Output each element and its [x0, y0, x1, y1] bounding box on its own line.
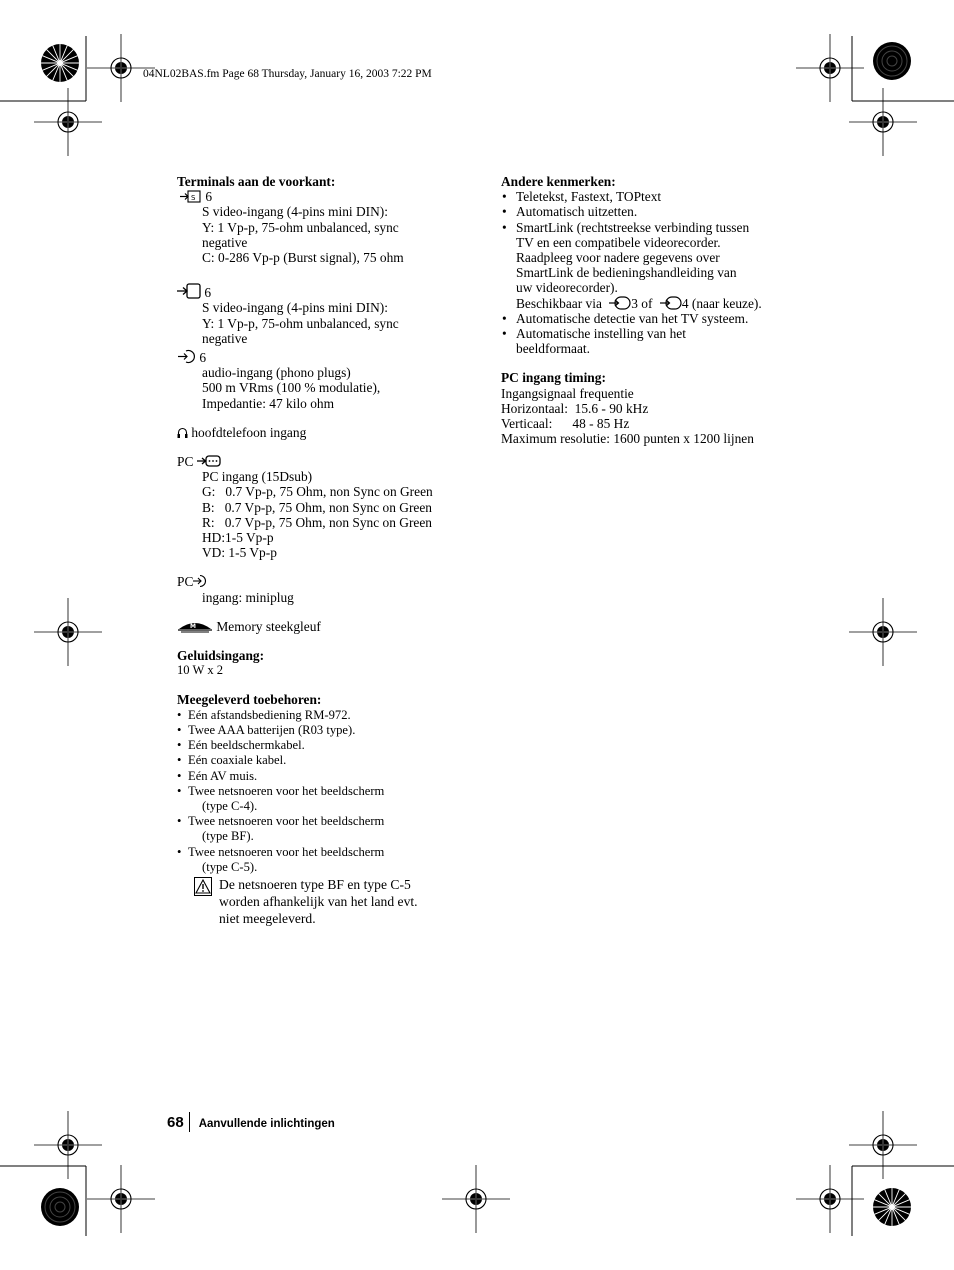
- features-list: [501, 189, 801, 356]
- list-item: • Eén coaxiale kabel.: [177, 753, 477, 768]
- list-item-continued: (type BF).: [202, 829, 254, 844]
- supplied-heading: Meegeleverd toebehoren:: [177, 692, 322, 708]
- pc-audio-input-icon: [193, 574, 209, 588]
- headphones-icon: [177, 427, 188, 439]
- memory-slot-line: M Memory steekgleuf: [177, 619, 477, 634]
- left-column: [177, 174, 477, 927]
- file-info-header: 04NL02BAS.fm Page 68 Thursday, January 16, 2003 7:22 PM: [143, 68, 432, 80]
- page-number: 68: [167, 1114, 184, 1131]
- power-cord-note: De netsnoeren type BF en type C-5 worden afhankelijk van het land evt. niet meegeleverd.: [177, 876, 477, 927]
- timing-heading: PC ingang timing:: [501, 370, 606, 386]
- list-item: • Twee netsnoeren voor het beeldscherm: [177, 784, 477, 799]
- svideo-input-6-details: S video-ingang (4-pins mini DIN): Y: 1 Vp-p, 75-ohm unbalanced, sync negative C: 0-286 Vp-p (Burst signal), 75 ohm: [202, 204, 404, 266]
- sound-heading: Geluidsingang:: [177, 648, 265, 664]
- list-item: • Teletekst, Fastext, TOPtext: [501, 189, 801, 204]
- pc-audio-heading: PC: [177, 574, 477, 589]
- terminals-heading: Terminals aan de voorkant:: [177, 174, 336, 189]
- list-item: • Automatisch uitzetten.: [501, 204, 801, 219]
- pc-input-heading: PC: [177, 454, 477, 469]
- footer-divider: [189, 1112, 190, 1132]
- av-input-3-icon: [609, 296, 631, 310]
- list-item: • Twee netsnoeren voor het beeldscherm: [177, 845, 477, 860]
- sound-value: 10 W x 2: [177, 663, 224, 678]
- svg-text:M: M: [190, 622, 196, 630]
- memory-stick-icon: [177, 619, 213, 633]
- headphones-line: hoofdtelefoon ingang: [177, 425, 477, 440]
- av-input-4-icon: [660, 296, 682, 310]
- pc-input-details: PC ingang (15Dsub) G: 0.7 Vp-p, 75 Ohm, non Sync on Green B: 0.7 Vp-p, 75 Ohm, non Sync on Green R: 0.7 Vp-p, 75 Ohm, non Sync on Green HD:1-5 Vp-p VD: 1-5 Vp-p: [202, 469, 433, 561]
- svideo-input-icon: [180, 190, 202, 203]
- section-title: Aanvullende inlichtingen: [198, 1118, 335, 1130]
- list-item-continued: (type C-5).: [202, 859, 258, 874]
- list-item: • Automatische detectie van het TV systeem.: [501, 311, 801, 326]
- list-item-continued: (type C-4).: [202, 798, 258, 813]
- features-heading: Andere kenmerken:: [501, 174, 616, 189]
- svg-text:S: S: [191, 194, 196, 203]
- audio-input-6-details: audio-ingang (phono plugs) 500 m VRms (100 % modulatie), Impedantie: 47 kilo ohm: [202, 365, 381, 411]
- list-item: • Eén AV muis.: [177, 769, 477, 784]
- pc-audio-details: ingang: miniplug: [202, 589, 294, 605]
- audio-input-icon: [178, 349, 196, 364]
- video-input-icon: [177, 283, 201, 299]
- page-footer: [167, 1112, 335, 1132]
- input-6-heading: 6: [177, 283, 477, 300]
- list-item: • Twee AAA batterijen (R03 type).: [177, 723, 477, 738]
- right-column: [501, 174, 801, 446]
- pc-input-icon: [197, 454, 221, 468]
- list-item: • Automatische instelling van het beeldformaat.: [501, 326, 801, 356]
- audio-input-6-heading: 6: [177, 349, 477, 365]
- list-item: • SmartLink (rechtstreekse verbinding tussen TV en een compatibele videorecorder. Raadpleeg voor nadere gegevens over SmartLink de bedieningshandleiding van uw videorecorder). Beschikbaar via 3 of 4 (naar keuze).: [501, 220, 801, 311]
- list-item: • Twee netsnoeren voor het beeldscherm: [177, 814, 477, 829]
- timing-details: Ingangsignaal frequentie Horizontaal: 15.6 - 90 kHz Verticaal: 48 - 85 Hz Maximum resolutie: 1600 punten x 1200 lijnen: [501, 385, 754, 447]
- supplied-list: [177, 708, 477, 875]
- input-6-details: S video-ingang (4-pins mini DIN): Y: 1 Vp-p, 75-ohm unbalanced, sync negative: [202, 300, 399, 346]
- svideo-input-6-heading: S 6: [177, 189, 477, 204]
- warning-icon: [194, 877, 212, 896]
- list-item: • Eén beeldschermkabel.: [177, 738, 477, 753]
- smartlink-availability: Beschikbaar via 3 of 4 (naar keuze).: [516, 295, 762, 311]
- list-item: • Eén afstandsbediening RM-972.: [177, 708, 477, 723]
